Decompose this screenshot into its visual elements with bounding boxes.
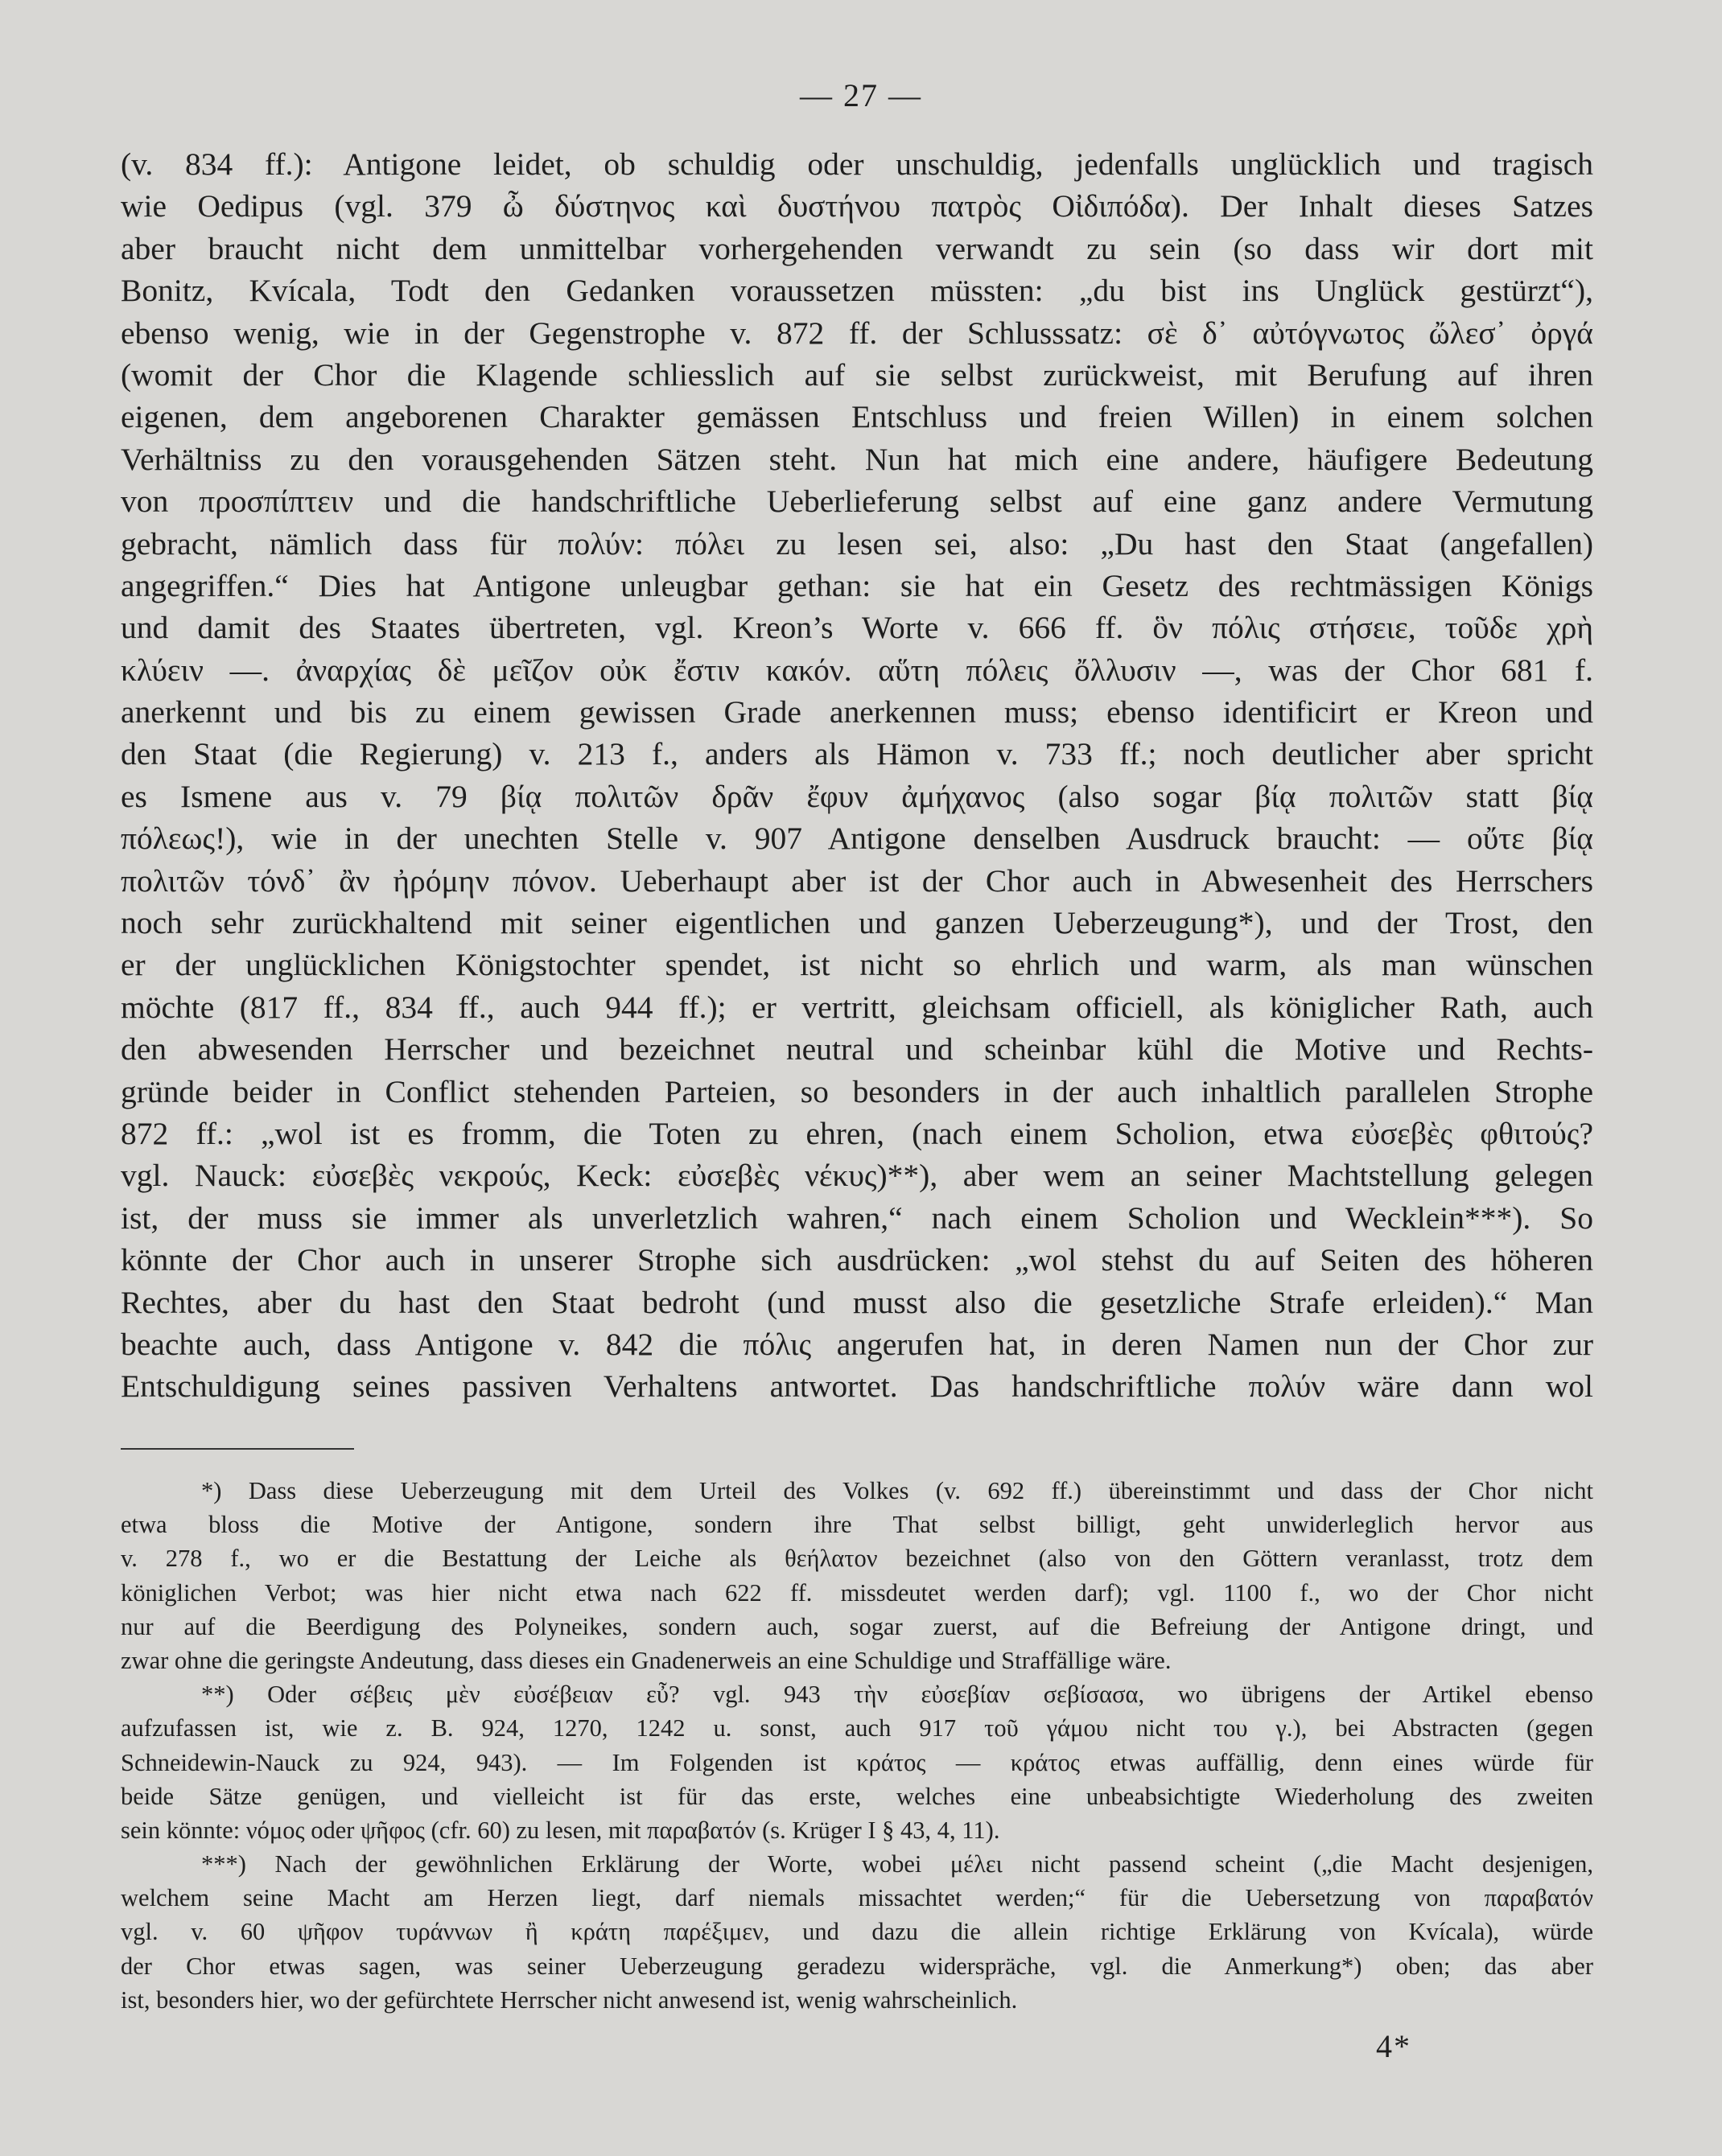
text-line: Bonitz, Kvícala, Todt den Gedanken voraussetzen müssten: „du bist ins Unglück gestürzt“),: [121, 273, 1593, 309]
text-line: ist, der muss sie immer als unverletzlich wahren,“ nach einem Scholion und Wecklein***). So: [121, 1199, 1593, 1236]
text-line: aber braucht nicht dem unmittelbar vorhergehenden verwandt zu sein (so dass wir dort mit: [121, 230, 1593, 266]
footnote-line: etwa bloss die Motive der Antigone, sondern ihre That selbst billigt, geht unwiderleglich hervor aus: [121, 1511, 1593, 1539]
text-line: den Staat (die Regierung) v. 213 f., anders als Hämon v. 733 ff.; noch deutlicher aber spricht: [121, 736, 1593, 772]
text-line: gründe beider in Conflict stehenden Parteien, so besonders in der auch inhaltlich parallelen Strophe: [121, 1073, 1593, 1109]
text-line: κλύειν —. ἀναρχίας δὲ μεῖζον οὐκ ἔστιν κακόν. αὕτη πόλεις ὄλλυσιν —, was der Chor 681 f.: [121, 652, 1593, 688]
footnote-divider: [121, 1448, 354, 1450]
text-line: anerkennt und bis zu einem gewissen Grade anerkennen muss; ebenso identificirt er Kreon und: [121, 694, 1593, 730]
text-line: könnte der Chor auch in unserer Strophe sich ausdrücken: „wol stehst du auf Seiten des höheren: [121, 1242, 1593, 1278]
text-line: 872 ff.: „wol ist es fromm, die Toten zu ehren, (nach einem Scholion, etwa εὐσεβὲς φθιτούς?: [121, 1115, 1593, 1151]
text-line: πολιτῶν τόνδ᾽ ἂν ἠρόμην πόνον. Ueberhaupt aber ist der Chor auch in Abwesenheit des Herrschers: [121, 862, 1593, 899]
text-line: (v. 834 ff.): Antigone leidet, ob schuldig oder unschuldig, jedenfalls unglücklich und tragisch: [121, 146, 1593, 182]
footnote-line: der Chor etwas sagen, was seiner Ueberzeugung geradezu widerspräche, vgl. die Anmerkung*) oben; das aber: [121, 1952, 1593, 1980]
text-line: es Ismene aus v. 79 βίᾳ πολιτῶν δρᾶν ἔφυν ἀμήχανος (also sogar βίᾳ πολιτῶν statt βίᾳ: [121, 778, 1593, 814]
text-line: (womit der Chor die Klagende schliesslich auf sie selbst zurückweist, mit Berufung auf ihren: [121, 356, 1593, 393]
text-line: Entschuldigung seines passiven Verhaltens antwortet. Das handschriftliche πολύν wäre dann wol: [121, 1368, 1593, 1405]
footnote-line: nur auf die Beerdigung des Polyneikes, sondern auch, sogar zuerst, auf die Befreiung der Antigone dringt, und: [121, 1612, 1593, 1640]
text-line: beachte auch, dass Antigone v. 842 die πόλις angerufen hat, in deren Namen nun der Chor zur: [121, 1326, 1593, 1362]
footnote-line: v. 278 f., wo er die Bestattung der Leiche als θεήλατον bezeichnet (also von den Göttern veranlasst, trotz dem: [121, 1545, 1593, 1573]
footnote-line: sein könnte: νόμος oder ψῆφος (cfr. 60) zu lesen, mit παραβατόν (s. Krüger I § 43, 4, 11).: [121, 1816, 1000, 1844]
footnote-line: welchem seine Macht am Herzen liegt, darf niemals missachtet werden;“ für die Uebersetzung von παραβατόν: [121, 1884, 1593, 1912]
text-line: wie Oedipus (vgl. 379 ὦ δύστηνος καὶ δυστήνου πατρὸς Οἰδιπόδα). Der Inhalt dieses Satzes: [121, 188, 1593, 224]
text-line: angegriffen.“ Dies hat Antigone unleugbar gethan: sie hat ein Gesetz des rechtmässigen Königs: [121, 567, 1593, 603]
footnote-line: ***) Nach der gewöhnlichen Erklärung der Worte, wobei μέλει nicht passend scheint („die Macht desjenigen,: [201, 1850, 1593, 1878]
footnotes-block: [121, 1474, 1593, 2017]
page-number: — 27 —: [800, 77, 922, 113]
text-line: ebenso wenig, wie in der Gegenstrophe v. 872 ff. der Schlusssatz: σὲ δ᾽ αὐτόγνωτος ὤλεσ᾽ ὀργά: [121, 315, 1593, 351]
footnote-line: aufzufassen ist, wie z. B. 924, 1270, 1242 u. sonst, auch 917 τοῦ γάμου nicht του γ.), bei Abstracten (gegen: [121, 1714, 1593, 1742]
footnote-line: Schneidewin-Nauck zu 924, 943). — Im Folgenden ist κράτος — κράτος etwas auffällig, denn eines würde für: [121, 1748, 1593, 1776]
footnote-line: beide Sätze genügen, und vielleicht ist für das erste, welches eine unbeabsichtigte Wiederholung des zweiten: [121, 1782, 1593, 1810]
text-line: Verhältniss zu den vorausgehenden Sätzen steht. Nun hat mich eine andere, häufigere Bedeutung: [121, 441, 1593, 477]
text-line: er der unglücklichen Königstochter spendet, ist nicht so ehrlich und warm, als man wünschen: [121, 947, 1593, 983]
text-line: Rechtes, aber du hast den Staat bedroht (und musst also die gesetzliche Strafe erleiden).“ Man: [121, 1284, 1593, 1320]
text-line: und damit des Staates übertreten, vgl. Kreon’s Worte v. 666 ff. ὃν πόλις στήσειε, τοῦδε χρὴ: [121, 610, 1593, 646]
footnote-line: ist, besonders hier, wo der gefürchtete Herrscher nicht anwesend ist, wenig wahrscheinlich.: [121, 1985, 1018, 2014]
text-line: möchte (817 ff., 834 ff., auch 944 ff.); er vertritt, gleichsam officiell, als königlicher Rath, auch: [121, 989, 1593, 1025]
text-line: vgl. Nauck: εὐσεβὲς νεκρούς, Keck: εὐσεβὲς νέκυς)**), aber wem an seiner Machtstellung gelegen: [121, 1158, 1593, 1194]
text-line: eigenen, dem angeborenen Charakter gemässen Entschluss und freien Willen) in einem solchen: [121, 399, 1593, 435]
text-line: gebracht, nämlich dass für πολύν: πόλει zu lesen sei, also: „Du hast den Staat (angefallen): [121, 525, 1593, 562]
footnote-line: **) Oder σέβεις μὲν εὐσέβειαν εὖ? vgl. 943 τὴν εὐσεβίαν σεβίσασα, wo übrigens der Artikel ebenso: [201, 1681, 1593, 1709]
footnote-line: königlichen Verbot; was hier nicht etwa nach 622 ff. missdeutet werden darf); vgl. 1100 f., wo der Chor nicht: [121, 1578, 1593, 1607]
footnote-line: *) Dass diese Ueberzeugung mit dem Urteil des Volkes (v. 692 ff.) übereinstimmt und dass der Chor nicht: [201, 1477, 1593, 1504]
main-text-body: [121, 143, 1593, 1408]
footnote-line: zwar ohne die geringste Andeutung, dass dieses ein Gnadenerweis an eine Schuldige und Straffällige wäre.: [121, 1646, 1172, 1674]
footnote-line: vgl. v. 60 ψῆφον τυράννων ἢ κράτη παρέξιμεν, und dazu die allein richtige Erklärung von Kvícala), würde: [121, 1918, 1593, 1946]
text-line: noch sehr zurückhaltend mit seiner eigentlichen und ganzen Ueberzeugung*), und der Trost, den: [121, 905, 1593, 941]
text-line: πόλεως!), wie in der unechten Stelle v. 907 Antigone denselben Ausdruck braucht: — οὔτε βίᾳ: [121, 821, 1593, 857]
text-line: von προσπίπτειν und die handschriftliche Ueberlieferung selbst auf eine ganz andere Vermutung: [121, 483, 1593, 520]
text-line: den abwesenden Herrscher und bezeichnet neutral und scheinbar kühl die Motive und Rechts-: [121, 1031, 1593, 1068]
printer-signature-mark: 4*: [1376, 2028, 1411, 2064]
